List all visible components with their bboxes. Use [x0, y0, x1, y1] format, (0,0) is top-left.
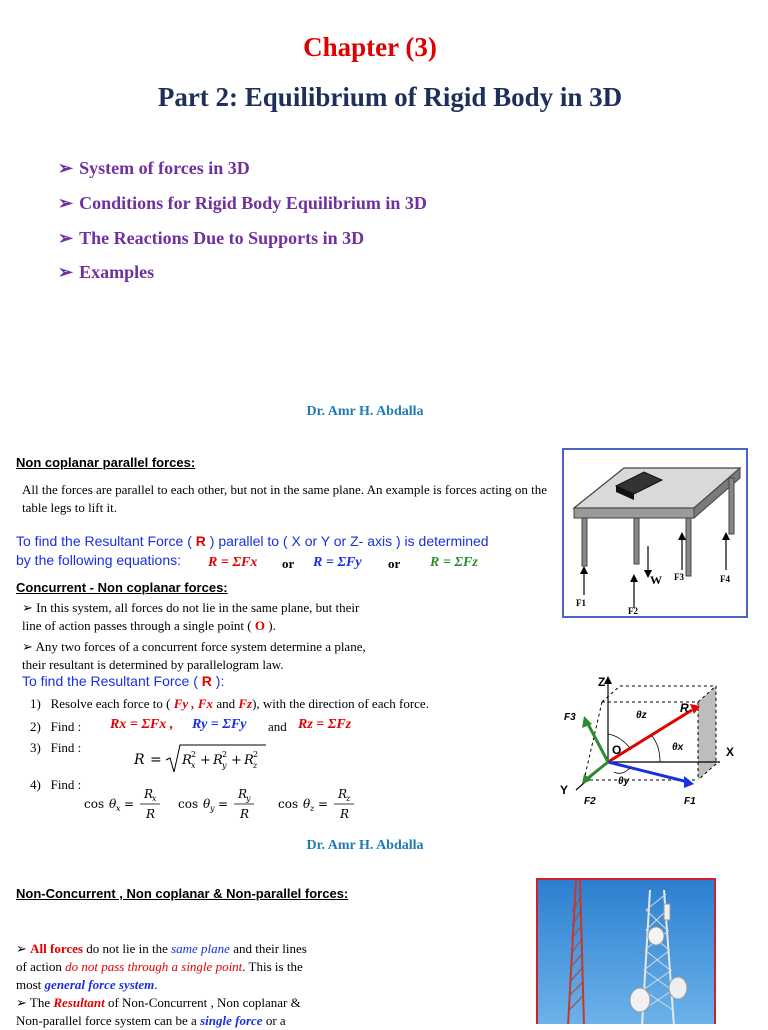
resultant-parallel-text-2: by the following equations: [16, 552, 181, 568]
table-legs-figure [562, 448, 748, 618]
and-word: and [268, 719, 287, 734]
or-word: or [282, 556, 295, 571]
concurrent-forces-diagram [560, 672, 750, 812]
svg-text:=: = [218, 797, 229, 811]
chapter-title: Chapter (3) [303, 32, 437, 62]
direction-cosine-formulas [82, 784, 372, 824]
svg-text:x: x [152, 794, 157, 803]
arrow-bullet-icon: ➢ [58, 228, 74, 248]
bullet-item: ➢ Conditions for Rigid Body Equilibrium in 3D [58, 193, 427, 213]
svg-text:2: 2 [191, 750, 197, 759]
svg-text:R: R [182, 753, 192, 768]
arrow-bullet-icon: ➢ [22, 600, 37, 615]
svg-text:y: y [246, 794, 251, 803]
step-4: 4) Find : [30, 777, 82, 792]
svg-text:2: 2 [253, 750, 259, 759]
step-3: 3) Find : [30, 740, 82, 755]
svg-text:Y: Y [560, 783, 569, 797]
bullet-item: ➢ Examples [58, 262, 155, 282]
equation-rz: R = ΣFz [430, 555, 478, 570]
svg-text:F1: F1 [576, 598, 586, 608]
svg-text:θ: θ [203, 797, 211, 811]
svg-text:X: X [726, 745, 735, 759]
section-heading-nonconcurrent: Non-Concurrent , Non coplanar & Non-parallel forces: [16, 886, 349, 901]
resultant-magnitude-formula [130, 742, 270, 776]
equation-ry-sum: Ry = ΣFy [192, 717, 247, 732]
arrow-bullet-icon: ➢ [16, 941, 31, 956]
section-heading-parallel: Non coplanar parallel forces: [16, 455, 196, 470]
equation-rx-sum: Rx = ΣFx , [110, 717, 174, 732]
svg-text:z: z [310, 804, 315, 813]
equation-rx: R = ΣFx [208, 555, 258, 570]
svg-text:=: = [124, 797, 135, 811]
svg-text:x: x [116, 804, 121, 813]
svg-text:=: = [150, 752, 162, 768]
arrow-bullet-icon: ➢ [58, 158, 74, 178]
svg-text:x: x [191, 761, 196, 770]
bullet-item: ➢ The Reactions Due to Supports in 3D [58, 228, 365, 248]
arrow-bullet-icon: ➢ [16, 995, 30, 1010]
svg-text:R: R [680, 701, 689, 715]
arrow-bullet-icon: ➢ [22, 639, 36, 654]
svg-text:R: R [213, 753, 223, 768]
svg-text:θz: θz [636, 710, 647, 721]
svg-text:+: + [200, 753, 211, 768]
svg-text:R: R [144, 787, 154, 801]
svg-text:θ: θ [303, 797, 311, 811]
author-credit: Dr. Amr H. Abdalla [306, 404, 424, 419]
arrow-bullet-icon: ➢ [58, 193, 74, 213]
author-credit: Dr. Amr H. Abdalla [306, 838, 424, 853]
svg-text:F3: F3 [674, 572, 684, 582]
find-resultant-title: To find the Resultant Force ( R ): [22, 673, 225, 689]
svg-text:z: z [253, 761, 258, 770]
svg-text:+: + [231, 753, 242, 768]
svg-text:R: R [244, 753, 254, 768]
svg-text:y: y [222, 761, 227, 770]
svg-text:F2: F2 [628, 606, 638, 616]
svg-text:cos: cos [84, 797, 105, 811]
bullet-item: ➢ System of forces in 3D [58, 158, 250, 178]
section-heading-concurrent: Concurrent - Non coplanar forces: [16, 580, 228, 595]
svg-text:2: 2 [222, 750, 228, 759]
svg-text:θ: θ [109, 797, 117, 811]
svg-text:F1: F1 [684, 796, 696, 807]
svg-text:=: = [318, 797, 329, 811]
part-title: Part 2: Equilibrium of Rigid Body in 3D [157, 82, 623, 112]
or-word: or [388, 556, 401, 571]
step-1: 1) Resolve each force to ( Fy , Fx and Fz), with the direction of each force. [30, 696, 429, 711]
nonconcurrent-paragraph: ➢ All forces do not lie in the same plane and their lines of action do not pass through a single point. This is the most general force system. ➢ The Resultant of Non-Concurrent , Non coplanar & Non-parallel force system can be a single force or a [16, 941, 307, 1028]
svg-text:cos: cos [178, 797, 199, 811]
svg-text:W: W [650, 573, 662, 587]
concurrent-paragraph-1: ➢ In this system, all forces do not lie in the same plane, but their line of action passes through a single point ( O ). [22, 600, 360, 633]
step-2: 2) Find : [30, 719, 82, 734]
svg-text:R: R [146, 807, 156, 821]
table-illustration [564, 450, 746, 616]
equation-rz-sum: Rz = ΣFz [298, 717, 352, 732]
svg-text:R: R [240, 807, 250, 821]
svg-text:θx: θx [672, 742, 684, 753]
svg-text:R: R [134, 752, 145, 768]
svg-text:R: R [340, 807, 350, 821]
svg-text:O: O [612, 743, 622, 757]
svg-text:R: R [338, 787, 348, 801]
svg-text:R: R [238, 787, 248, 801]
svg-text:F4: F4 [720, 574, 730, 584]
communication-tower-illustration [538, 880, 714, 1024]
svg-text:θy: θy [618, 776, 630, 787]
svg-text:y: y [210, 804, 215, 813]
arrow-bullet-icon: ➢ [58, 262, 74, 282]
resultant-parallel-text: To find the Resultant Force ( R ) parallel to ( X or Y or Z- axis ) is determined [16, 533, 489, 549]
equation-ry: R = ΣFy [313, 555, 362, 570]
tower-photo [536, 878, 716, 1024]
concurrent-paragraph-2: ➢ Any two forces of a concurrent force system determine a plane, their resultant is determined by parallelogram law. [22, 639, 366, 672]
svg-text:cos: cos [278, 797, 299, 811]
svg-text:z: z [346, 794, 351, 803]
svg-text:F3: F3 [564, 712, 576, 723]
parallel-forces-paragraph: All the forces are parallel to each other, but not in the same plane. An example is forces acting on the table legs to lift it. [22, 482, 548, 515]
svg-text:F2: F2 [584, 796, 596, 807]
svg-text:Z: Z [598, 675, 606, 689]
